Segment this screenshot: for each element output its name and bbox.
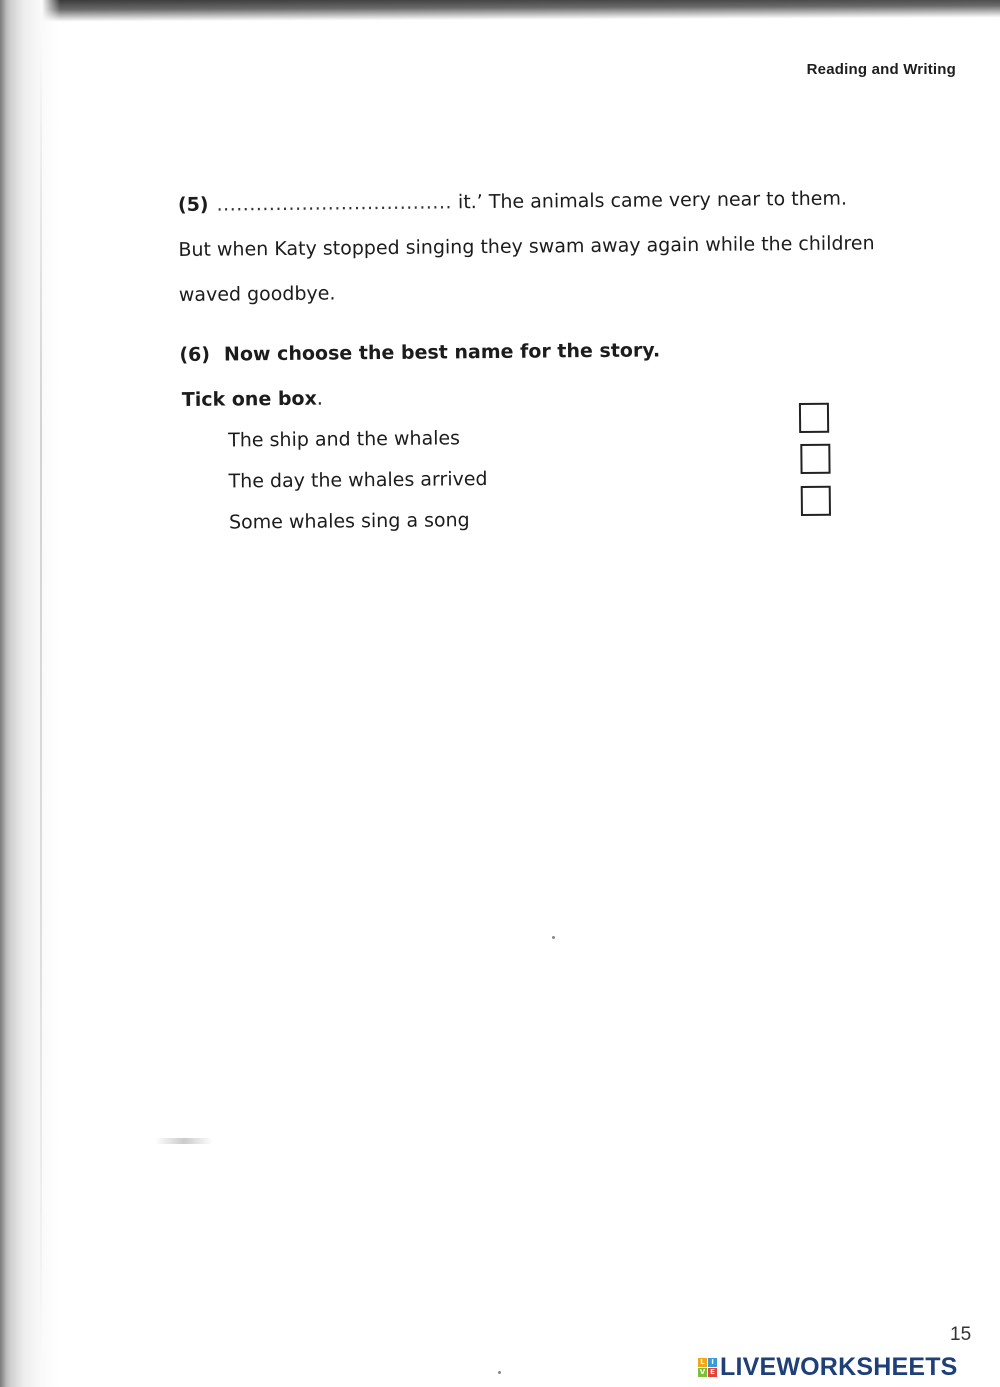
section-title: Reading and Writing <box>806 61 956 78</box>
option-checkbox-2[interactable] <box>800 444 830 474</box>
page-number: 15 <box>950 1324 972 1345</box>
question-6-prompt <box>179 339 660 366</box>
page-crease <box>40 30 42 1360</box>
passage-line-1 <box>178 188 847 216</box>
liveworksheets-watermark <box>698 1352 958 1382</box>
option-checkbox-3[interactable] <box>801 486 831 516</box>
scan-speck <box>552 936 555 939</box>
option-label-2: The day the whales arrived <box>228 468 488 493</box>
scan-speck <box>498 1371 501 1374</box>
tick-instruction-period: . <box>316 387 323 410</box>
option-label-3: Some whales sing a song <box>228 509 470 534</box>
question-6-number: (6) <box>179 343 211 366</box>
answer-blank-5[interactable]: .................................... <box>216 191 453 216</box>
question-5-number: (5) <box>177 193 209 216</box>
scan-smudge <box>155 1138 213 1144</box>
passage-line-3: waved goodbye. <box>178 282 336 306</box>
logo-letter-l: L <box>698 1358 707 1367</box>
watermark-text: LIVEWORKSHEETS <box>720 1352 958 1381</box>
scan-top-shadow <box>0 0 1000 22</box>
logo-letter-e: E <box>708 1368 717 1377</box>
scan-left-edge <box>0 0 6 1387</box>
question-6-text: Now choose the best name for the story. <box>223 339 661 366</box>
passage-line-2: But when Katy stopped singing they swam away again while the children <box>178 232 875 261</box>
option-checkbox-1[interactable] <box>799 403 829 433</box>
liveworksheets-logo-icon <box>698 1358 717 1377</box>
logo-letter-v: V <box>699 1367 706 1376</box>
logo-letter-i: I <box>708 1358 717 1367</box>
option-label-1: The ship and the whales <box>228 427 461 452</box>
scan-left-shadow <box>0 0 60 1387</box>
tick-instruction-bold: Tick one box <box>181 387 317 411</box>
passage-line-1-text: it.’ The animals came very near to them. <box>457 187 848 214</box>
tick-instruction <box>182 388 323 411</box>
